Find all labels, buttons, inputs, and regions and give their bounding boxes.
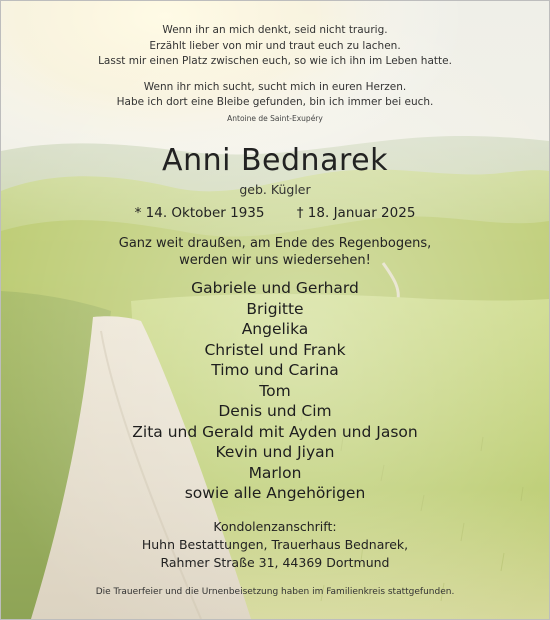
mourner-name: Brigitte: [246, 299, 304, 318]
mourner-name: Gabriele und Gerhard: [191, 279, 359, 297]
deceased-name: Anni Bednarek: [162, 143, 388, 178]
mourner-name: sowie alle Angehörigen: [184, 484, 366, 502]
condolence-address: [1, 518, 549, 572]
quote-line: werden wir uns wiedersehen!: [179, 253, 371, 268]
poem-line: Erzählt lieber von mir und traut euch zu lachen.: [149, 39, 401, 52]
poem-line: Habe ich dort eine Bleibe gefunden, bin ich immer bei euch.: [116, 96, 434, 108]
mourner-name: Angelika: [241, 320, 309, 338]
footer-note: Die Trauerfeier und die Urnenbeisetzung haben im Familienkreis stattgefunden.: [95, 587, 455, 597]
mourner-name: Denis und Cim: [218, 402, 332, 420]
life-dates: [1, 204, 549, 222]
death-date: † 18. Januar 2025: [296, 205, 416, 221]
poem-line: Wenn ihr mich sucht, sucht mich in euren Herzen.: [143, 80, 407, 93]
mourner-name: Marlon: [248, 463, 302, 482]
condolence-line: Rahmer Straße 31, 44369 Dortmund: [160, 555, 390, 570]
condolence-line: Huhn Bestattungen, Trauerhaus Bednarek,: [141, 537, 409, 552]
poem-line: Wenn ihr an mich denkt, seid nicht traurig.: [162, 24, 388, 36]
mourners-list: [1, 278, 549, 504]
mourner-name: Zita und Gerald mit Ayden und Jason: [132, 422, 418, 441]
poem-line: Lasst mir einen Platz zwischen euch, so wie ich ihn im Leben hatte.: [98, 55, 452, 67]
maiden-name: geb. Kügler: [239, 182, 311, 197]
farewell-quote: [1, 235, 549, 269]
mourner-name: Christel und Frank: [204, 340, 346, 359]
poem-author: Antoine de Saint-Exupéry: [227, 113, 323, 123]
poem: [1, 23, 549, 125]
mourner-name: Kevin und Jiyan: [215, 443, 335, 461]
mourner-name: Tom: [259, 381, 291, 400]
condolence-heading: Kondolenzanschrift:: [213, 519, 337, 534]
mourner-name: Timo und Carina: [211, 361, 339, 379]
birth-date: * 14. Oktober 1935: [134, 205, 265, 221]
quote-line: Ganz weit draußen, am Ende des Regenbogens,: [118, 236, 432, 251]
